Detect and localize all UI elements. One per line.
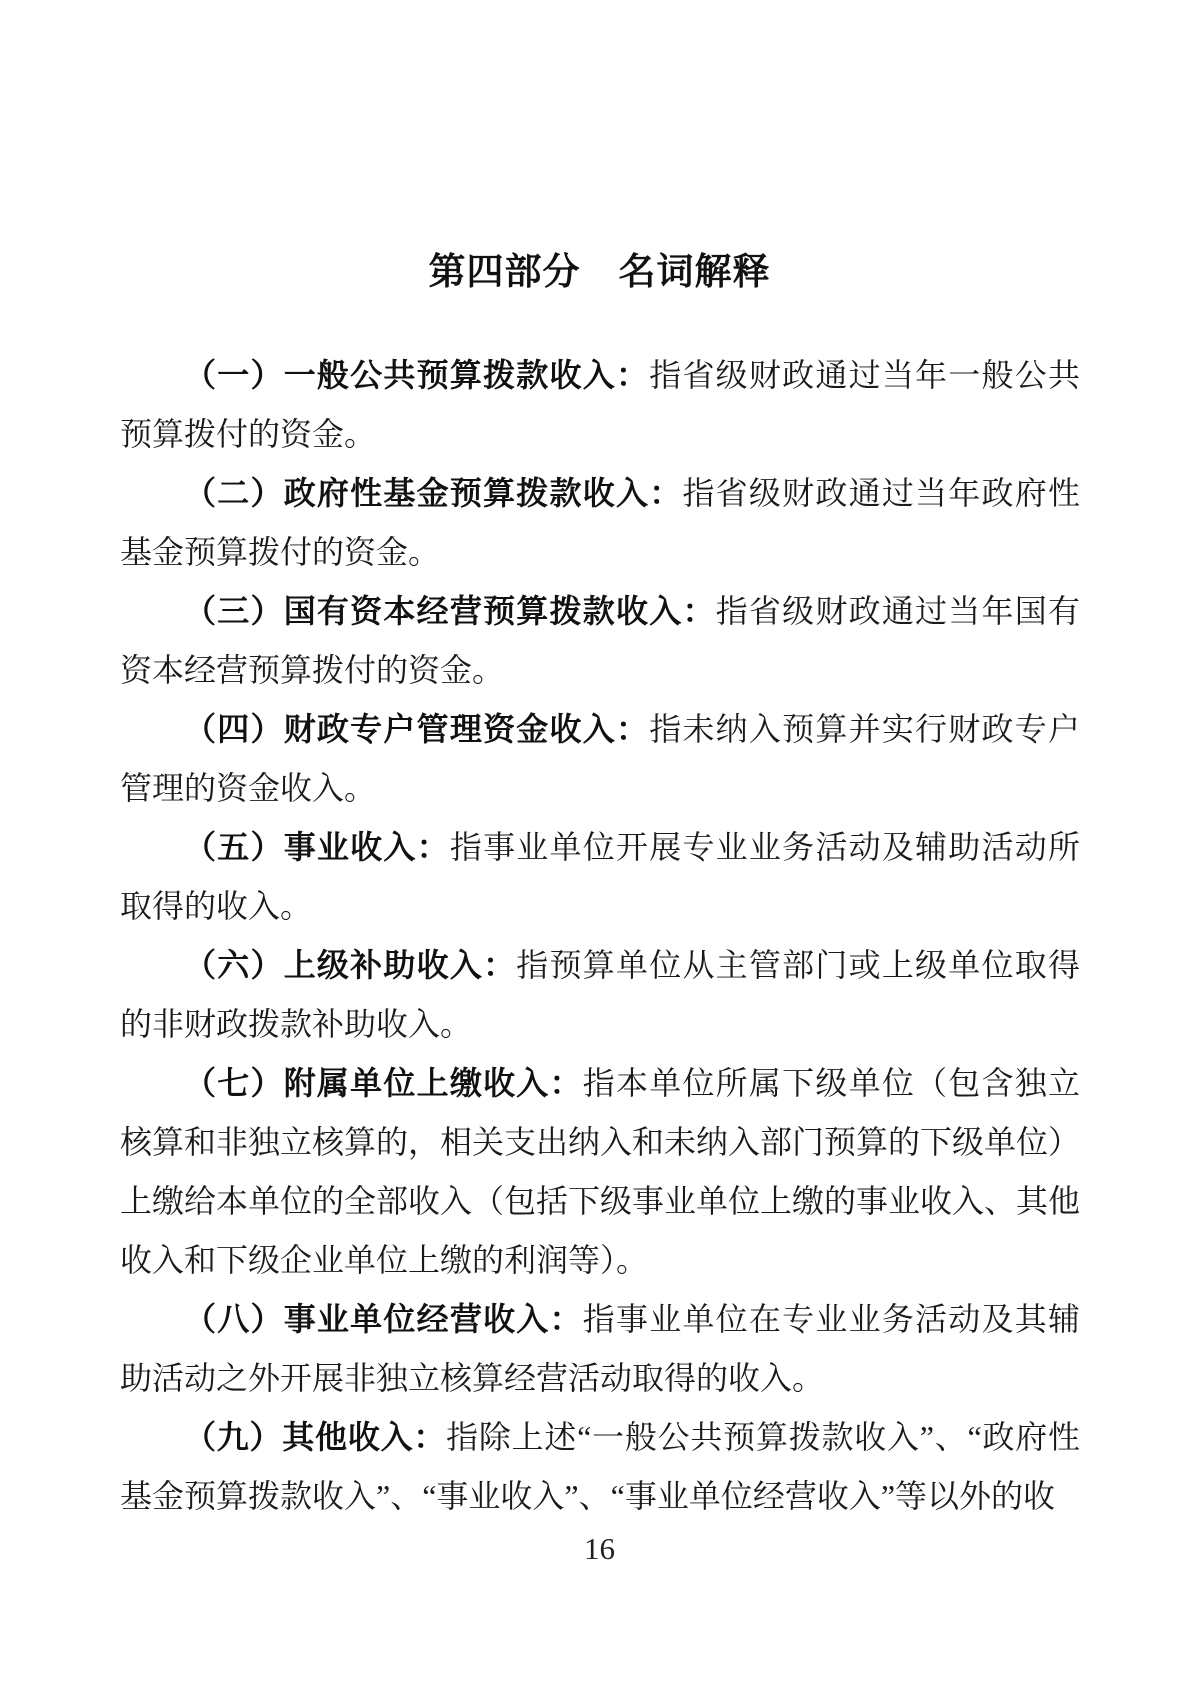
definition-text: 指除上述“一般公共预算拨款收入”、“政府性基金预算拨款收入”、“事业收入”、“事业单位经营收入”等以外的收 <box>120 1419 1080 1514</box>
definition-paragraph <box>120 582 1080 700</box>
definition-paragraph <box>120 1408 1080 1526</box>
definition-paragraph <box>120 818 1080 936</box>
definition-paragraph <box>120 1290 1080 1408</box>
definition-term: （五）事业收入： <box>184 829 450 865</box>
definition-text: 指省级财政通过当年一般公共预算拨付的资金。 <box>120 357 1080 452</box>
definition-text: 指省级财政通过当年政府性基金预算拨付的资金。 <box>120 475 1080 570</box>
page-title: 第四部分 名词解释 <box>428 251 771 292</box>
definition-term: （四）财政专户管理资金收入： <box>184 711 650 747</box>
definition-text: 指本单位所属下级单位（包含独立核算和非独立核算的，相关支出纳入和未纳入部门预算的下级单位）上缴给本单位的全部收入（包括下级事业单位上缴的事业收入、其他收入和下级企业单位上缴的利润等）。 <box>120 1065 1081 1278</box>
definition-paragraph <box>120 464 1080 582</box>
definition-text: 指未纳入预算并实行财政专户管理的资金收入。 <box>120 711 1080 806</box>
definition-paragraph <box>120 700 1080 818</box>
definition-term: （七）附属单位上缴收入： <box>184 1065 583 1101</box>
definition-text: 指省级财政通过当年国有资本经营预算拨付的资金。 <box>120 593 1080 688</box>
definitions-section <box>120 346 1080 1526</box>
definition-paragraph <box>120 1054 1080 1290</box>
definition-text: 指事业单位在专业业务活动及其辅助活动之外开展非独立核算经营活动取得的收入。 <box>120 1301 1080 1396</box>
definition-term: （二）政府性基金预算拨款收入： <box>184 475 683 511</box>
definition-text: 指预算单位从主管部门或上级单位取得的非财政拨款补助收入。 <box>120 947 1080 1042</box>
page-number: 16 <box>584 1531 615 1566</box>
definition-paragraph <box>120 346 1080 464</box>
definition-text: 指事业单位开展专业业务活动及辅助活动所取得的收入。 <box>120 829 1080 924</box>
definition-term: （一）一般公共预算拨款收入： <box>184 357 650 393</box>
definition-term: （六）上级补助收入： <box>184 947 517 983</box>
definition-term: （八）事业单位经营收入： <box>184 1301 583 1337</box>
definition-paragraph <box>120 936 1080 1054</box>
definition-term: （三）国有资本经营预算拨款收入： <box>184 593 716 629</box>
definition-term: （九）其他收入： <box>184 1419 447 1455</box>
